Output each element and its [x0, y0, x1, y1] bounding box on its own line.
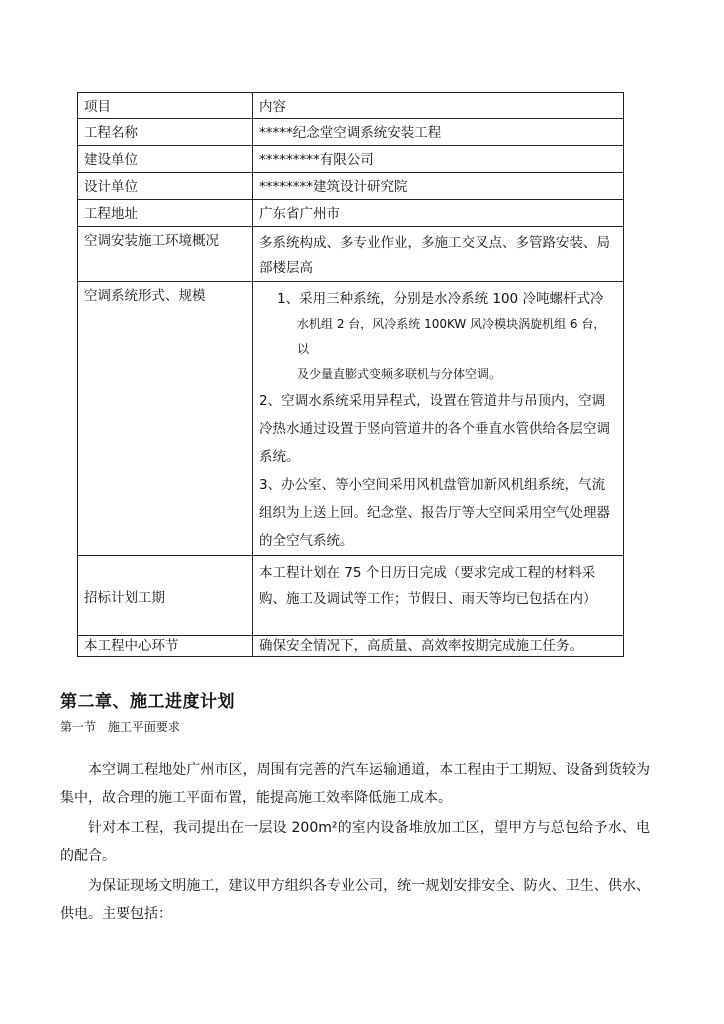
environment-text: 多系统构成、多专业作业，多施工交叉点、多管路安装、局部楼层高	[259, 235, 610, 276]
paragraph: 本空调工程地处广州市区，周围有完善的汽车运输通道，本工程由于工期短、设备到货较为集中，故合理的施工平面布置，能提高施工效率降低施工成本。	[60, 762, 650, 806]
section-title: 第一节 施工平面要求	[60, 720, 180, 734]
schedule-text: 本工程计划在 75 个日历日完成（要求完成工程的材料采购、施工及调试等工作；节假日、雨天等均已包括在内）	[259, 565, 597, 607]
table-row	[78, 636, 624, 657]
table-value-cell: 内容	[253, 93, 624, 119]
paragraph: 为保证现场文明施工，建议甲方组织各专业公司，统一规划安排安全、防火、卫生、供水、供电。主要包括：	[60, 878, 650, 922]
table-row	[78, 146, 624, 173]
paragraph: 针对本工程，我司提出在一层设 200m²的室内设备堆放加工区，望甲方与总包给予水、电的配合。	[60, 820, 650, 864]
table-value-cell: ********建筑设计研究院	[253, 173, 624, 200]
table-key-cell: 招标计划工期	[78, 556, 253, 636]
table-key-cell: 设计单位	[78, 173, 253, 200]
table-value-cell	[253, 227, 624, 282]
system-item-1-line-3: 及少量直膨式变频多联机与分体空调。	[297, 367, 502, 381]
system-item-2: 2、空调水系统采用异程式，设置在管道井与吊顶内，空调冷热水通过设置于竖向管道井的各个垂直水管供给各层空调系统。	[259, 393, 610, 465]
table-row	[78, 227, 624, 282]
table-row	[78, 173, 624, 200]
table-value-cell: 广东省广州市	[253, 200, 624, 227]
table-value-cell: 确保安全情况下，高质量、高效率按期完成施工任务。	[253, 636, 624, 657]
chapter-title: 第二章、施工进度计划	[60, 692, 235, 712]
table-key-cell: 工程地址	[78, 200, 253, 227]
table-value-cell: *********有限公司	[253, 146, 624, 173]
system-item-1-line-1: 1、采用三种系统，分别是水冷系统 100 冷吨螺杆式冷	[277, 291, 604, 307]
table-key-cell: 建设单位	[78, 146, 253, 173]
table-row	[78, 200, 624, 227]
project-info-table	[77, 92, 624, 657]
table-key-cell: 项目	[78, 93, 253, 119]
table-value-cell	[253, 282, 624, 556]
table-row	[78, 119, 624, 146]
system-item-1-line-2: 水机组 2 台，风冷系统 100KW 风冷模块涡旋机组 6 台，以	[297, 317, 606, 356]
table-value-cell	[253, 556, 624, 636]
table-key-cell: 本工程中心环节	[78, 636, 253, 657]
table-row	[78, 556, 624, 636]
table-row	[78, 282, 624, 556]
table-key-cell: 工程名称	[78, 119, 253, 146]
table-row	[78, 93, 624, 119]
system-item-3: 3、办公室、等小空间采用风机盘管加新风机组系统，气流组织为上送上回。纪念堂、报告厅等大空间采用空气处理器的全空气系统。	[259, 477, 610, 549]
table-value-cell: *****纪念堂空调系统安装工程	[253, 119, 624, 146]
table-key-cell: 空调系统形式、规模	[78, 282, 253, 556]
table-key-cell: 空调安装施工环境概况	[78, 227, 253, 282]
